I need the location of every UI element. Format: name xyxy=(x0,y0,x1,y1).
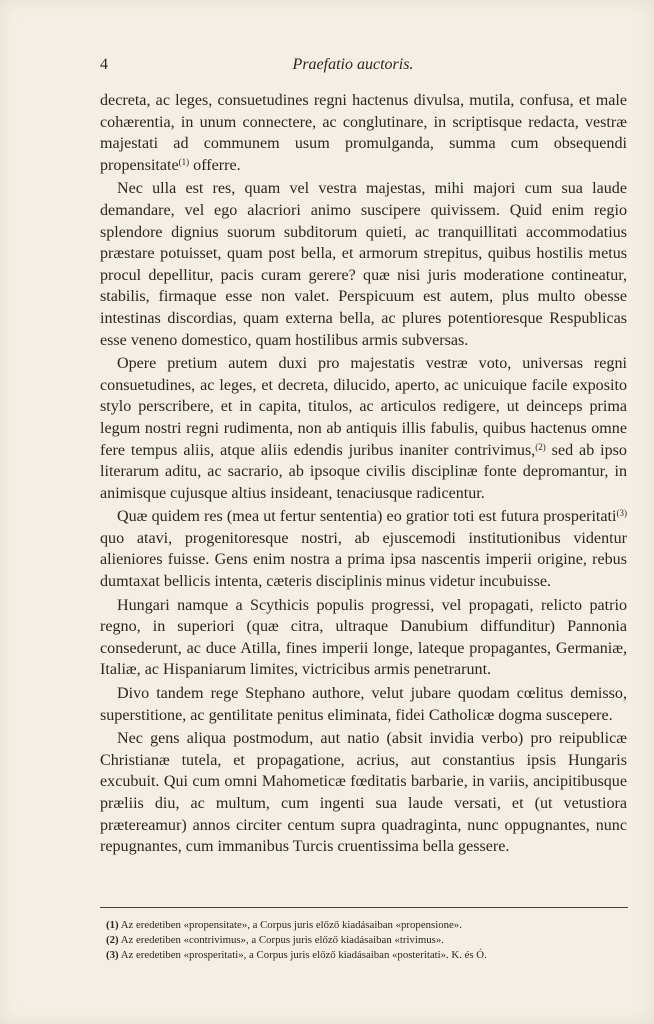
footnote-ref: (2) xyxy=(535,441,546,452)
footnote-ref: (3) xyxy=(616,508,627,519)
footnote xyxy=(106,918,627,933)
body-text xyxy=(100,90,627,858)
paragraph: decreta, ac leges, consuetudines regni hactenus divulsa, mutila, confusa, et male cohærentia, in unum connectere, ac conglutinare, in scriptisque redacta, vestræ majestati ad communem usum promulganda, summa cum obsequendi propensitate$^{(1)}$ offerre. xyxy=(100,92,627,174)
footnote-marker: (3) xyxy=(106,949,119,961)
paragraph: Nec gens aliqua postmodum, aut natio (absit invidia verbo) pro reipublicæ Christianæ tutela, et propagatione, acrius, aut constantius ipsis Hungaris excubuit. Qui cum omni Mahometicæ fœditatis barbarie, in variis, ancipitibusque præliis diu, ac multum, cum ingenti sua laude versati, et (ut vetustiora prætereamur) annos circiter centum supra quadraginta, nunc oppugnantes, nunc repugnantes, cum immanibus Turcis cruentissima bella gessere. xyxy=(100,730,627,856)
paragraph: Nec ulla est res, quam vel vestra majestas, mihi majori cum sua laude demandare, vel ego alacriori animo suscipere quivissem. Quid enim regio splendore dignius suorum subditorum quieti, ac tranquillitati accommodatius præstare potuisset, quam post bella, et armorum strepitus, quibus hostilis metus procul depellitur, pacis curam gerere? quæ nisi juris moderatione contineatur, stabilis, firmaque esse non valet. Perspicuum est autem, plus multo obesse intestinas discordias, quam externa bella, ac plures potentioresque Respublicas esse veneno domestico, quam hostilibus armis subversas. xyxy=(100,180,627,349)
footnote xyxy=(106,948,627,963)
footnote-text: Az eredetiben «prosperitati», a Corpus juris előző kiadásaiban «posteritati». K. és Ó. xyxy=(120,949,487,961)
footnote-ref: (1) xyxy=(178,156,190,167)
footnote-marker: (1) xyxy=(106,919,119,931)
running-title: Praefatio auctoris. xyxy=(292,56,414,73)
footnote xyxy=(106,933,627,948)
footnote-marker: (2) xyxy=(106,934,119,946)
paragraph: Quæ quidem res (mea ut fertur sententia) eo gratior toti est futura prosperitati$^{(3)}$ quo atavi, progenitoresque nostri, ab ejuscemodi institutionibus videntur alieniores fuisse. Gens enim nostra a prima ipsa nascentis imperii origine, rebus dumtaxat bellicis intenta, cæteris disciplinis minus videtur incubuisse. xyxy=(100,508,627,591)
footnote-text: Az eredetiben «contrivimus», a Corpus juris előző kiadásaiban «trivimus». xyxy=(120,934,444,946)
paragraph: Divo tandem rege Stephano authore, velut jubare quodam cœlitus demisso, superstitione, ac gentilitate penitus eliminata, fidei Catholicæ dogma suscepere. xyxy=(100,685,627,724)
footnote-divider xyxy=(100,907,628,908)
page-header xyxy=(100,56,606,78)
page-number: 4 xyxy=(100,56,108,73)
footnote-text: Az eredetiben «propensitate», a Corpus juris előző kiadásaiban «propensione». xyxy=(120,919,462,931)
footnotes xyxy=(106,918,627,963)
paragraph: Hungari namque a Scythicis populis progressi, vel propagati, relicto patrio regno, in superiori (quæ citra, ultraque Danubium diffunditur) Pannonia consederunt, ac duce Atilla, fines imperii longe, lateque propagantes, Germaniæ, Italiæ, ac Hispaniarum limites, victricibus armis penetrarunt. xyxy=(100,596,627,679)
paragraph: Opere pretium autem duxi pro majestatis vestræ voto, universas regni consuetudines, ac leges, et decreta, dilucido, aperto, ac unicuique facile exposito stylo perscribere, et in capita, titulos, ac articulos redigere, ut deinceps prima legum nostri regni rudimenta, non ab antiquis illis fabulis, quibus hactenus omne fere tempus aliis, atque aliis edendis juribus inaniter contrivimus,$^{(2)}$ sed ab ipso literarum aditu, ac sacrario, ab ipsoque civilis disciplinæ fonte depromantur, in animisque cujusque altius insideant, tenaciusque radicentur. xyxy=(100,355,627,502)
